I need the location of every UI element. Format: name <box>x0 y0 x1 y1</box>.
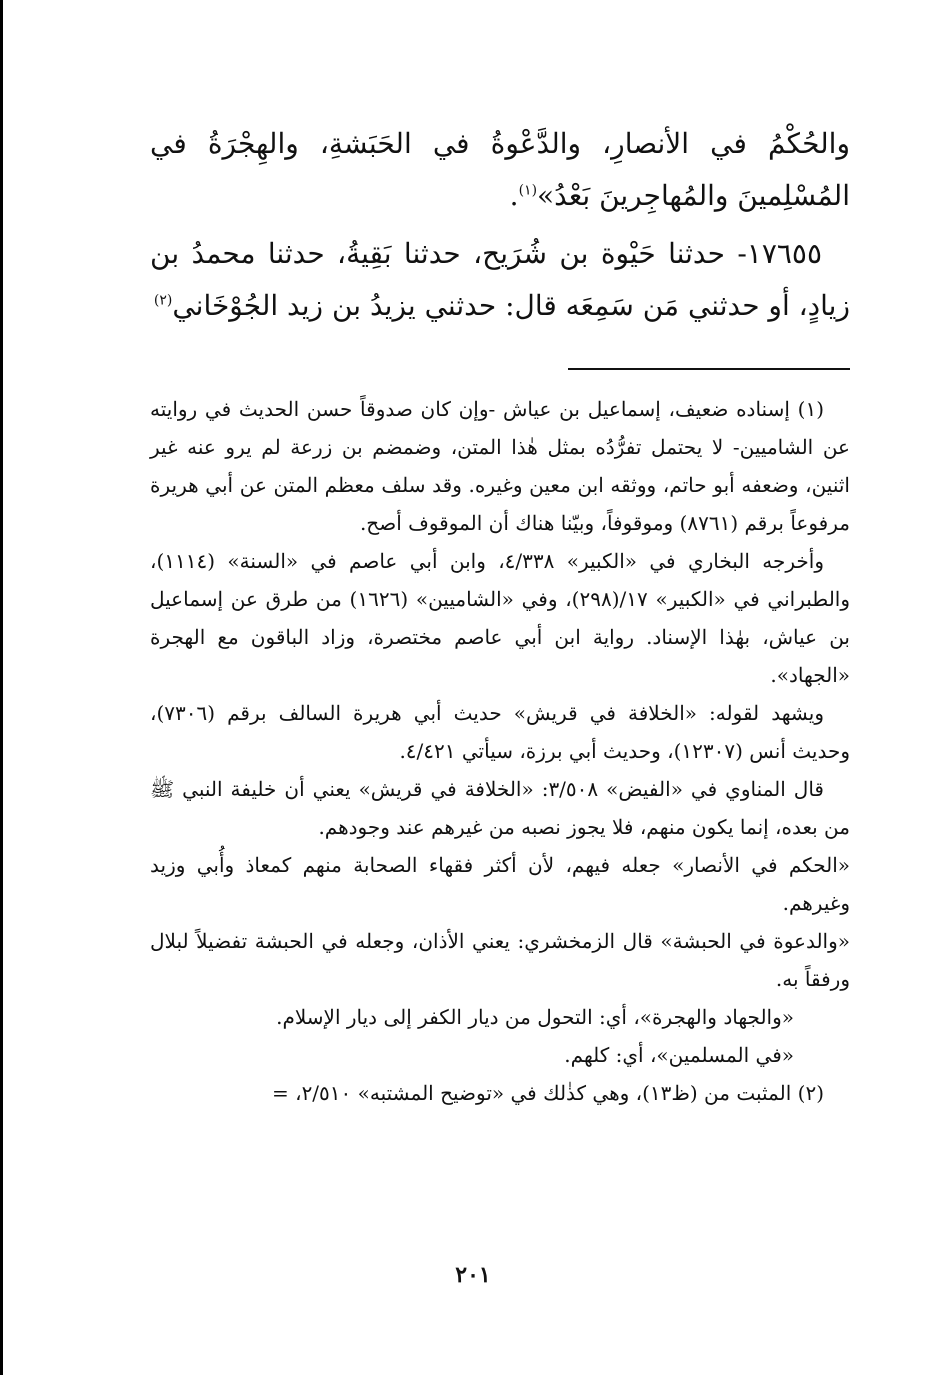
footnote-2: (٢) المثبت من (ظ١٣)، وهي كذٰلك في «توضيح المشتبه» ٢/٥١٠، = <box>271 1081 824 1105</box>
footnote-ref-1: (١) <box>518 182 538 199</box>
footnote-separator <box>568 368 850 370</box>
footnote-ref-2: (٢) <box>153 292 173 309</box>
page-edge <box>0 0 3 1375</box>
main-text <box>150 118 850 332</box>
footnote-1-paragraph: وأخرجه البخاري في «الكبير» ٤/٣٣٨، وابن أبي عاصم في «السنة» (١١١٤)، والطبراني في «الكبير» ١٧/(٢٩٨)، وفي «الشاميين» (١٦٢٦) من طرق عن إسماعيل بن عياش، بهٰذا الإسناد. رواية ابن أبي عاصم مختصرة، وزاد الباقون مع الهجرة «الجهاد». <box>150 549 851 687</box>
main-paragraph-2-text: ١٧٦٥٥- حدثنا حَيْوة بن شُرَيح، حدثنا بَقِيةُ، حدثنا محمدُ بن زيادٍ، أو حدثني مَن سَمِعَه قال: حدثني يزيدُ بن زيد الجُوْخَاني <box>150 237 850 322</box>
footnote-1: (١) إسناده ضعيف، إسماعيل بن عياش -وإن كان صدوقاً حسن الحديث في روايته عن الشاميين- لا يحتمل تفرُّدُه بمثل هٰذا المتن، وضمضم بن زرعة لم يرو عنه غير اثنين، وضعفه أبو حاتم، ووثقه ابن معين وغيره. وقد سلف معظم المتن عن أبي هريرة مرفوعاً برقم (٨٧٦١) وموقوفاً، وبيّنا هناك أن الموقوف أصح. <box>150 397 850 535</box>
footnote-1-paragraph: «في المسلمين»، أي: كلهم. <box>564 1043 794 1067</box>
page-number: ٢٠١ <box>455 1262 491 1288</box>
main-paragraph-1 <box>150 118 850 222</box>
main-paragraph-2 <box>150 228 850 332</box>
footnote-1-paragraph: قال المناوي في «الفيض» ٣/٥٠٨: «الخلافة في قريش» يعني أن خليفة النبي ﷺ من بعده، إنما يكون منهم، فلا يجوز نصبه من غيرهم عند وجودهم. <box>150 777 850 839</box>
main-paragraph-1-text: والحُكْمُ في الأنصارِ، والدَّعْوةُ في الحَبَشةِ، والهِجْرَةُ في المُسْلِمينَ والمُهاجِرينَ بَعْدُ» <box>150 127 850 212</box>
footnotes <box>150 390 850 1112</box>
page-body <box>150 118 850 1112</box>
footnote-1-paragraph: «الحكم في الأنصار» جعله فيهم، لأن أكثر فقهاء الصحابة منهم كمعاذ وأُبي وزيد وغيرهم. <box>150 853 850 915</box>
footnote-1-paragraph: «والجهاد والهجرة»، أي: التحول من ديار الكفر إلى ديار الإسلام. <box>276 1005 794 1029</box>
footnote-1-paragraph: ويشهد لقوله: «الخلافة في قريش» حديث أبي هريرة السالف برقم (٧٣٠٦)، وحديث أنس (١٢٣٠٧)، وحديث أبي برزة، سيأتي ٤/٤٢١. <box>150 701 850 763</box>
footnote-1-paragraph: «والدعوة في الحبشة» قال الزمخشري: يعني الأذان، وجعله في الحبشة تفضيلاً لبلال ورفقاً به. <box>150 929 850 991</box>
main-paragraph-1-end: . <box>509 179 519 212</box>
